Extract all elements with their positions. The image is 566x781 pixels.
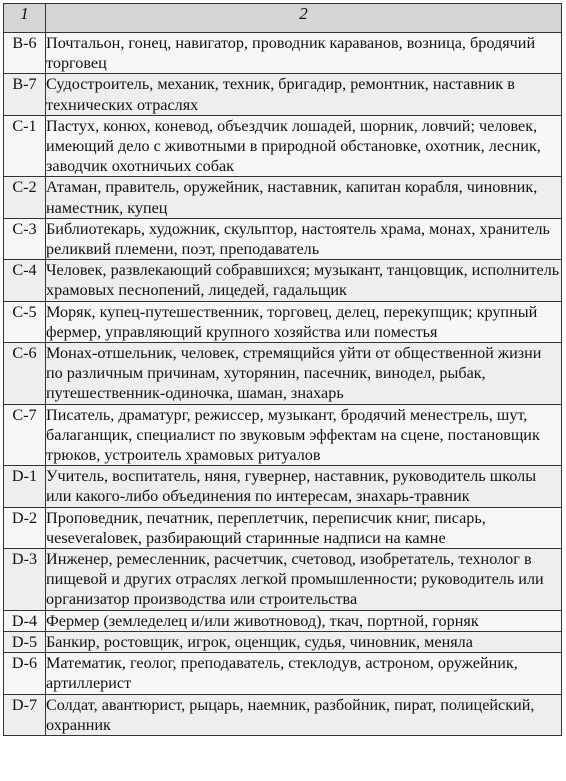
table-row xyxy=(4,33,562,74)
row-code: C-3 xyxy=(4,218,46,259)
table-row xyxy=(4,115,562,177)
table-row xyxy=(4,610,562,631)
row-code: D-6 xyxy=(4,653,46,694)
table-row xyxy=(4,74,562,115)
row-code: C-4 xyxy=(4,260,46,301)
row-description: Писатель, драматург, режиссер, музыкант, бродячий менестрель, шут, балаганщик, специалист по звуковым эффектам на сцене, постановщик трюков, устроитель храмовых ритуалов xyxy=(46,404,562,466)
row-description: Солдат, авантюрист, рыцарь, наемник, разбойник, пират, полицейский, охранник xyxy=(46,694,562,735)
row-description: Атаман, правитель, оружейник, наставник, капитан корабля, чиновник, наместник, купец xyxy=(46,177,562,218)
column-header-description: 2 xyxy=(46,4,562,33)
table-row xyxy=(4,218,562,259)
row-code: D-7 xyxy=(4,694,46,735)
row-code: D-5 xyxy=(4,631,46,652)
table-row xyxy=(4,507,562,548)
row-description: Учитель, воспитатель, няня, гувернер, наставник, руководитель школы или какого-либо объединения по интересам, знахарь-травник xyxy=(46,466,562,507)
row-code: D-4 xyxy=(4,610,46,631)
table-row xyxy=(4,404,562,466)
row-description: Проповедник, печатник, переплетчик, переписчик книг, писарь, чеseveralовек, разбирающий старинные надписи на камне xyxy=(46,507,562,548)
table-header xyxy=(4,4,562,33)
row-description: Моряк, купец-путешественник, торговец, делец, перекупщик; крупный фермер, управляющий крупного хозяйства или поместья xyxy=(46,301,562,342)
table-row xyxy=(4,653,562,694)
table-row xyxy=(4,343,562,405)
row-description: Банкир, ростовщик, игрок, оценщик, судья, чиновник, меняла xyxy=(46,631,562,652)
row-description: Человек, развлекающий собравшихся; музыкант, танцовщик, исполнитель храмовых песнопений, лицедей, гадальщик xyxy=(46,260,562,301)
table-row xyxy=(4,177,562,218)
row-code: B-6 xyxy=(4,33,46,74)
row-description: Пастух, конюх, коневод, объездчик лошадей, шорник, ловчий; человек, имеющий дело с животными в природной обстановке, охотник, лесник, заводчик охотничьих собак xyxy=(46,115,562,177)
table-row xyxy=(4,631,562,652)
row-description: Почтальон, гонец, навигатор, проводник караванов, возница, бродячий торговец xyxy=(46,33,562,74)
row-code: C-7 xyxy=(4,404,46,466)
row-description: Монах-отшельник, человек, стремящийся уйти от общественной жизни по различным причинам, хуторянин, пасечник, винодел, рыбак, путешественник-одиночка, шаман, знахарь xyxy=(46,343,562,405)
table-body xyxy=(4,33,562,736)
table-row xyxy=(4,549,562,611)
row-description: Судостроитель, механик, техник, бригадир, ремонтник, наставник в технических отраслях xyxy=(46,74,562,115)
row-code: B-7 xyxy=(4,74,46,115)
row-description: Математик, геолог, преподаватель, стеклодув, астроном, оружейник, артиллерист xyxy=(46,653,562,694)
row-code: D-1 xyxy=(4,466,46,507)
table-row xyxy=(4,301,562,342)
row-description: Фермер (земледелец и/или животновод), ткач, портной, горняк xyxy=(46,610,562,631)
column-header-code: 1 xyxy=(4,4,46,33)
table-row xyxy=(4,260,562,301)
row-code: D-2 xyxy=(4,507,46,548)
occupation-table-wrapper xyxy=(3,3,561,736)
row-description: Инженер, ремесленник, расчетчик, счетовод, изобретатель, технолог в пищевой и других отраслях легкой промышленности; руководитель или организатор производства или строительства xyxy=(46,549,562,611)
table-row xyxy=(4,694,562,735)
row-code: C-6 xyxy=(4,343,46,405)
row-code: D-3 xyxy=(4,549,46,611)
row-code: C-5 xyxy=(4,301,46,342)
header-row xyxy=(4,4,562,33)
occupation-table xyxy=(3,3,562,736)
row-code: C-2 xyxy=(4,177,46,218)
row-code: C-1 xyxy=(4,115,46,177)
row-description: Библиотекарь, художник, скульптор, настоятель храма, монах, хранитель реликвий племени, поэт, преподаватель xyxy=(46,218,562,259)
table-row xyxy=(4,466,562,507)
